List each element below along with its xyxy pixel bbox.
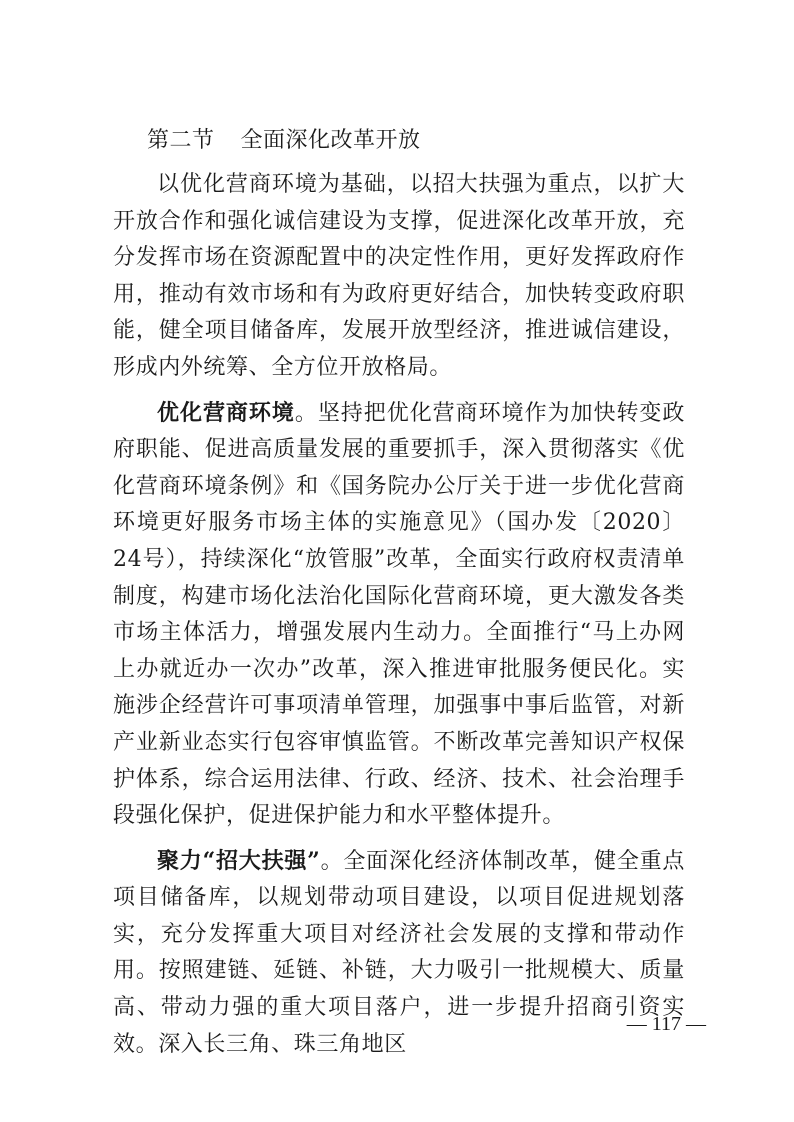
paragraph-intro xyxy=(113,167,685,387)
paragraph-text: 。坚持把优化营商环境作为加快转变政府职能、促进高质量发展的重要抓手，深入贯彻落实《优化营商环境条例》和《国务院办公厅关于进一步优化营商环境更好服务市场主体的实施意见》（国办发〔2020〕24号），持续深化“放管服”改革，全面实行政府权责清单制度，构建市场化法治化国际化营商环境，更大激发各类市场主体活力，增强发展内生动力。全面推行“马上办网上办就近办一次办”改革，深入推进审批服务便民化。实施涉企经营许可事项清单管理，加强事中事后监管，对新产业新业态实行包容审慎监管。不断改革完善知识产权保护体系，综合运用法律、行政、经济、技术、社会治理手段强化保护，促进保护能力和水平整体提升。 xyxy=(113,400,685,829)
paragraph-lead-heading: 聚力“招大扶强” xyxy=(157,847,321,874)
page-number: — 117 — xyxy=(626,1013,706,1035)
section-title: 全面深化改革开放 xyxy=(240,128,421,153)
paragraph-text: 以优化营商环境为基础，以招大扶强为重点，以扩大开放合作和强化诚信建设为支撑，促进深化改革开放，充分发挥市场在资源配置中的决定性作用，更好发挥政府作用，推动有效市场和有为政府更好结合，加快转变政府职能，健全项目储备库，发展开放型经济，推进诚信建设，形成内外统筹、全方位开放格局。 xyxy=(113,172,685,380)
paragraph-lead-heading: 优化营商环境 xyxy=(157,399,295,426)
paragraph-business-environment xyxy=(113,395,685,835)
paragraph-text: 。全面深化经济体制改革，健全重点项目储备库，以规划带动项目建设，以项目促进规划落实，充分发挥重大项目对经济社会发展的支撑和带动作用。按照建链、延链、补链，大力吸引一批规模大、质量高、带动力强的重大项目落户，进一步提升招商引资实效。深入长三角、珠三角地区 xyxy=(113,848,686,1057)
paragraph-investment-attraction xyxy=(113,843,685,1064)
section-heading xyxy=(113,123,685,159)
body-text-column xyxy=(113,123,685,1071)
section-number: 第二节 xyxy=(147,128,215,153)
